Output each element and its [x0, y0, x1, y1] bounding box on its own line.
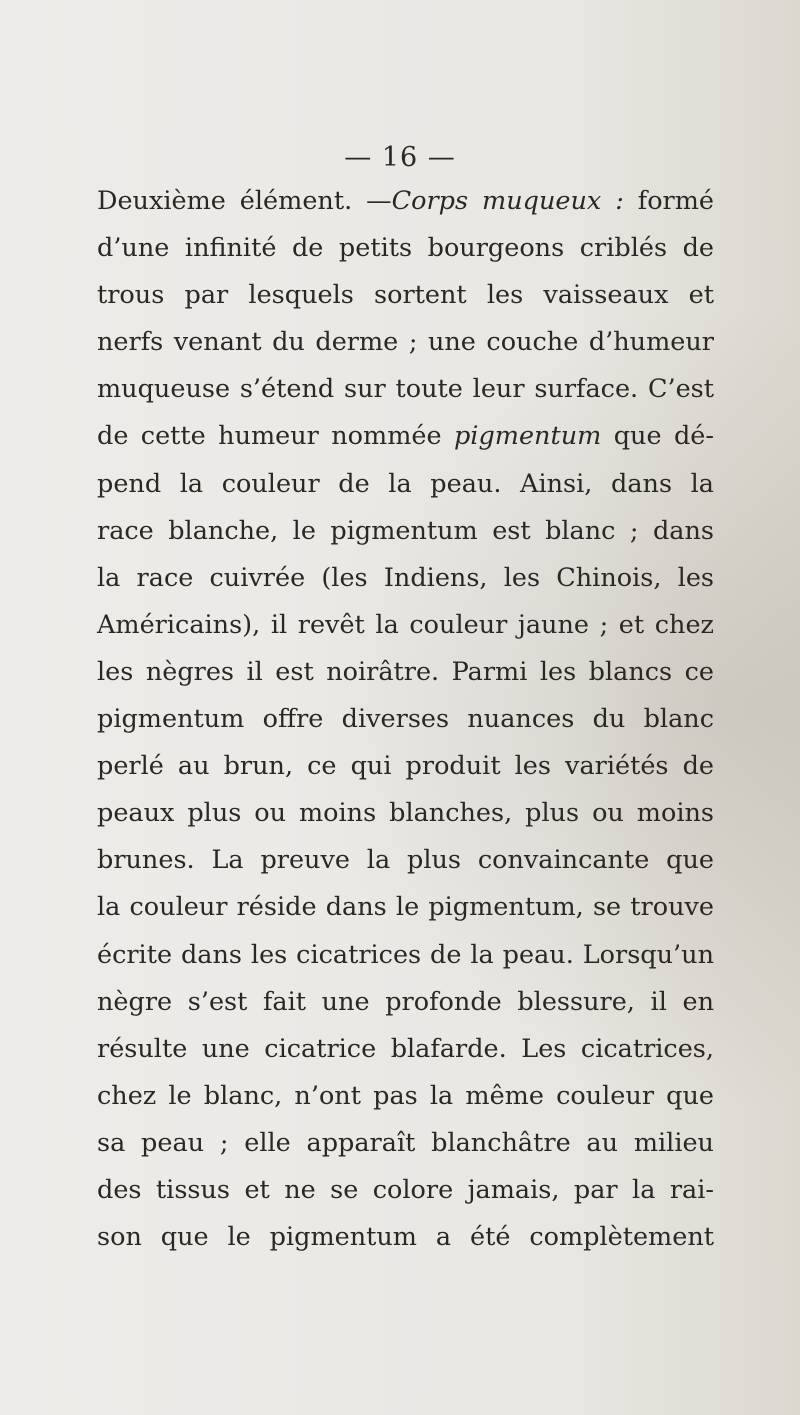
line6-tail: que dé- [601, 421, 714, 452]
lead-italic: Corps muqueux : [391, 186, 624, 216]
line6-italic: pigmentum [453, 421, 602, 452]
text-line-4: nerfs venant du derme ; une couche d’humeur [97, 327, 714, 358]
text-line-3: trous par lesquels sortent les vaisseaux et [97, 280, 714, 311]
text-line-2: d’une infinité de petits bourgeons criblés de [97, 233, 714, 264]
text-line-14: peaux plus ou moins blanches, plus ou moins [97, 798, 714, 829]
text-line-10: Américains), il revêt la couleur jaune ; et chez [97, 609, 714, 640]
text-line-12: pigmentum offre diverses nuances du blanc [97, 704, 714, 735]
text-line-11: les nègres il est noirâtre. Parmi les blancs ce [97, 656, 714, 687]
page-number: — 16 — [344, 142, 456, 173]
lead-plain: Deuxième élément. — [97, 186, 392, 216]
lead-rest: formé [623, 186, 715, 216]
text-line-8: race blanche, le pigmentum est blanc ; dans [97, 515, 714, 546]
text-line-23: son que le pigmentum a été complètement [97, 1222, 714, 1253]
text-line-22: des tissus et ne se colore jamais, par la rai- [97, 1174, 714, 1205]
body-paragraph [97, 178, 714, 1261]
text-line-18: nègre s’est fait une profonde blessure, il en [97, 986, 714, 1017]
line6-start: de cette humeur nommée [97, 421, 442, 452]
text-line-16: la couleur réside dans le pigmentum, se trouve [97, 892, 714, 923]
text-line-1 [97, 178, 714, 225]
text-line-7: pend la couleur de la peau. Ainsi, dans la [97, 468, 714, 499]
text-line-13: perlé au brun, ce qui produit les variétés de [97, 751, 714, 782]
text-line-17: écrite dans les cicatrices de la peau. Lorsqu’un [97, 939, 714, 970]
text-line-21: sa peau ; elle apparaît blanchâtre au milieu [97, 1127, 714, 1158]
text-line-15: brunes. La preuve la plus convaincante que [97, 845, 714, 876]
text-line-20: chez le blanc, n’ont pas la même couleur que [97, 1080, 714, 1111]
text-line-5: muqueuse s’étend sur toute leur surface. C’est [97, 374, 714, 405]
text-line-6 [97, 413, 714, 460]
text-line-9: la race cuivrée (les Indiens, les Chinois, les [97, 562, 714, 593]
text-line-19: résulte une cicatrice blafarde. Les cicatrices, [97, 1033, 714, 1064]
